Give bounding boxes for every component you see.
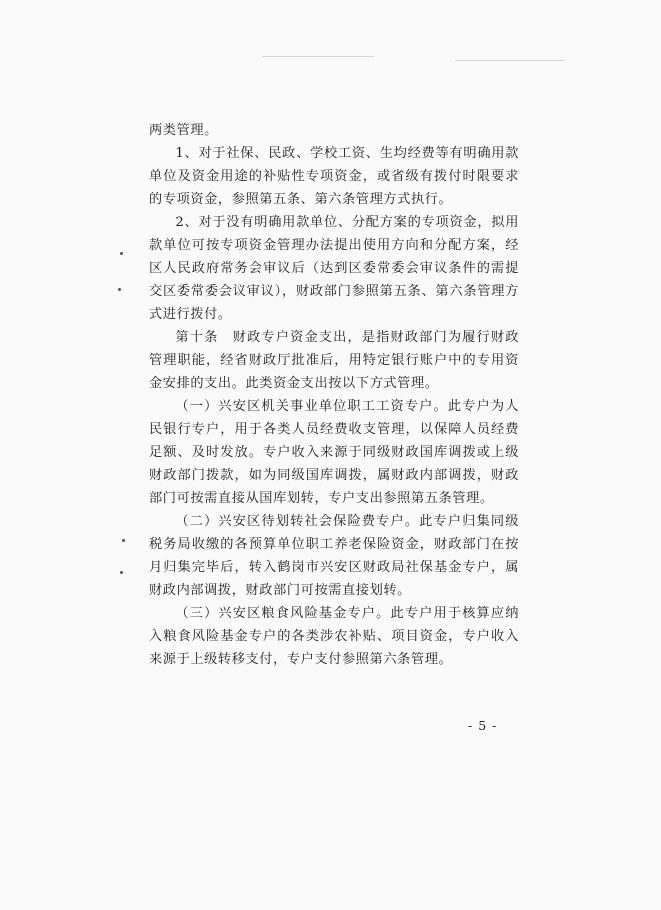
paragraph: （二）兴安区待划转社会保险费专户。此专户归集同级税务局收缴的各预算单位职工养老保险资金，财政部门在按月归集完毕后，转入鹤岗市兴安区财政局社保基金专户，属财政内部调拨，财政部门可按需直接划转。 (149, 514, 519, 598)
scan-artifact-line (455, 60, 565, 61)
paragraph: （一）兴安区机关事业单位职工工资专户。此专户为人民银行专户，用于各类人员经费收支管理，以保障人员经费足额、及时发放。专户收入来源于同级财政国库调拨或上级财政部门拨款，如为同级国库调拨，属财政内部调拨，财政部门可按需直接从国库划转，专户支出参照第五条管理。 (149, 399, 519, 506)
scan-artifact-dot (120, 252, 123, 255)
paragraph: 两类管理。 (149, 123, 218, 138)
scan-artifact-dot (118, 288, 121, 291)
paragraph: 1、对于社保、民政、学校工资、生均经费等有明确用款单位及资金用途的补贴性专项资金，或省级有拨付时限要求的专项资金，参照第五条、第六条管理方式执行。 (149, 146, 519, 207)
scan-artifact-dot (120, 571, 123, 574)
scan-artifact-line (262, 56, 374, 57)
document-body (149, 119, 519, 671)
paragraph: 2、对于没有明确用款单位、分配方案的专项资金，拟用款单位可按专项资金管理办法提出使用方向和分配方案，经区人民政府常务会审议后（达到区委常委会审议条件的需提交区委常委会议审议），财政部门参照第五条、第六条管理方式进行拨付。 (149, 215, 519, 322)
paragraph: （三）兴安区粮食风险基金专户。此专户用于核算应纳入粮食风险基金专户的各类涉农补贴、项目资金，专户收入来源于上级转移支付，专户支付参照第六条管理。 (149, 606, 519, 667)
scan-artifact-dot (122, 539, 125, 542)
page-number: - 5 - (468, 718, 498, 733)
paragraph: 第十条 财政专户资金支出，是指财政部门为履行财政管理职能，经省财政厅批准后，用特定银行账户中的专用资金安排的支出。此类资金支出按以下方式管理。 (149, 330, 519, 391)
